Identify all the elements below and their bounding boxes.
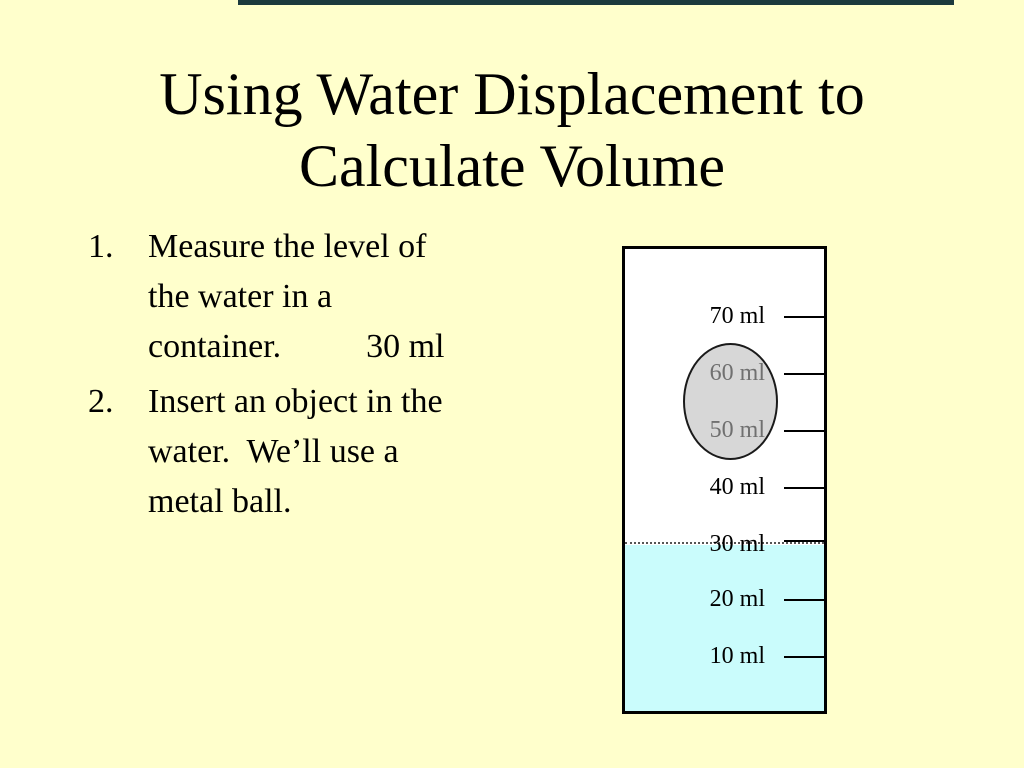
tick-20ml	[784, 599, 824, 601]
list-item-1-line-1: Measure the level of	[148, 228, 427, 265]
top-edge-bar	[238, 0, 954, 5]
tick-10ml	[784, 656, 824, 658]
beaker-diagram	[622, 246, 827, 714]
scale-label-60ml: 60 ml	[709, 360, 765, 386]
title-line-2: Calculate Volume	[298, 133, 726, 199]
list-item-2-line-3: metal ball.	[148, 483, 292, 520]
list-item-2-line-2: water. We’ll use a	[148, 433, 399, 470]
scale-label-30ml: 30 ml	[709, 531, 765, 557]
scale-label-50ml: 50 ml	[709, 417, 765, 443]
list-item-2-number: 2.	[88, 383, 114, 420]
title-line-1: Using Water Displacement to	[159, 61, 865, 127]
tick-40ml	[784, 487, 824, 489]
scale-label-10ml: 10 ml	[709, 643, 765, 669]
slide-title	[0, 58, 1024, 202]
list-item-1-line-2: the water in a	[148, 278, 333, 315]
list-item-1-text	[148, 222, 558, 372]
tick-30ml	[784, 540, 824, 542]
beaker-interior	[625, 249, 824, 711]
list-item-2-text	[148, 377, 558, 527]
scale-label-70ml: 70 ml	[709, 303, 765, 329]
tick-50ml	[784, 430, 824, 432]
tick-60ml	[784, 373, 824, 375]
tick-70ml	[784, 316, 824, 318]
list-item-1-line-3: container. 30 ml	[148, 328, 445, 365]
list-item-1-number: 1.	[88, 228, 114, 265]
list-item-2-line-1: Insert an object in the	[148, 383, 443, 420]
scale-label-20ml: 20 ml	[709, 586, 765, 612]
water-fill	[625, 545, 824, 711]
scale-label-40ml: 40 ml	[709, 474, 765, 500]
